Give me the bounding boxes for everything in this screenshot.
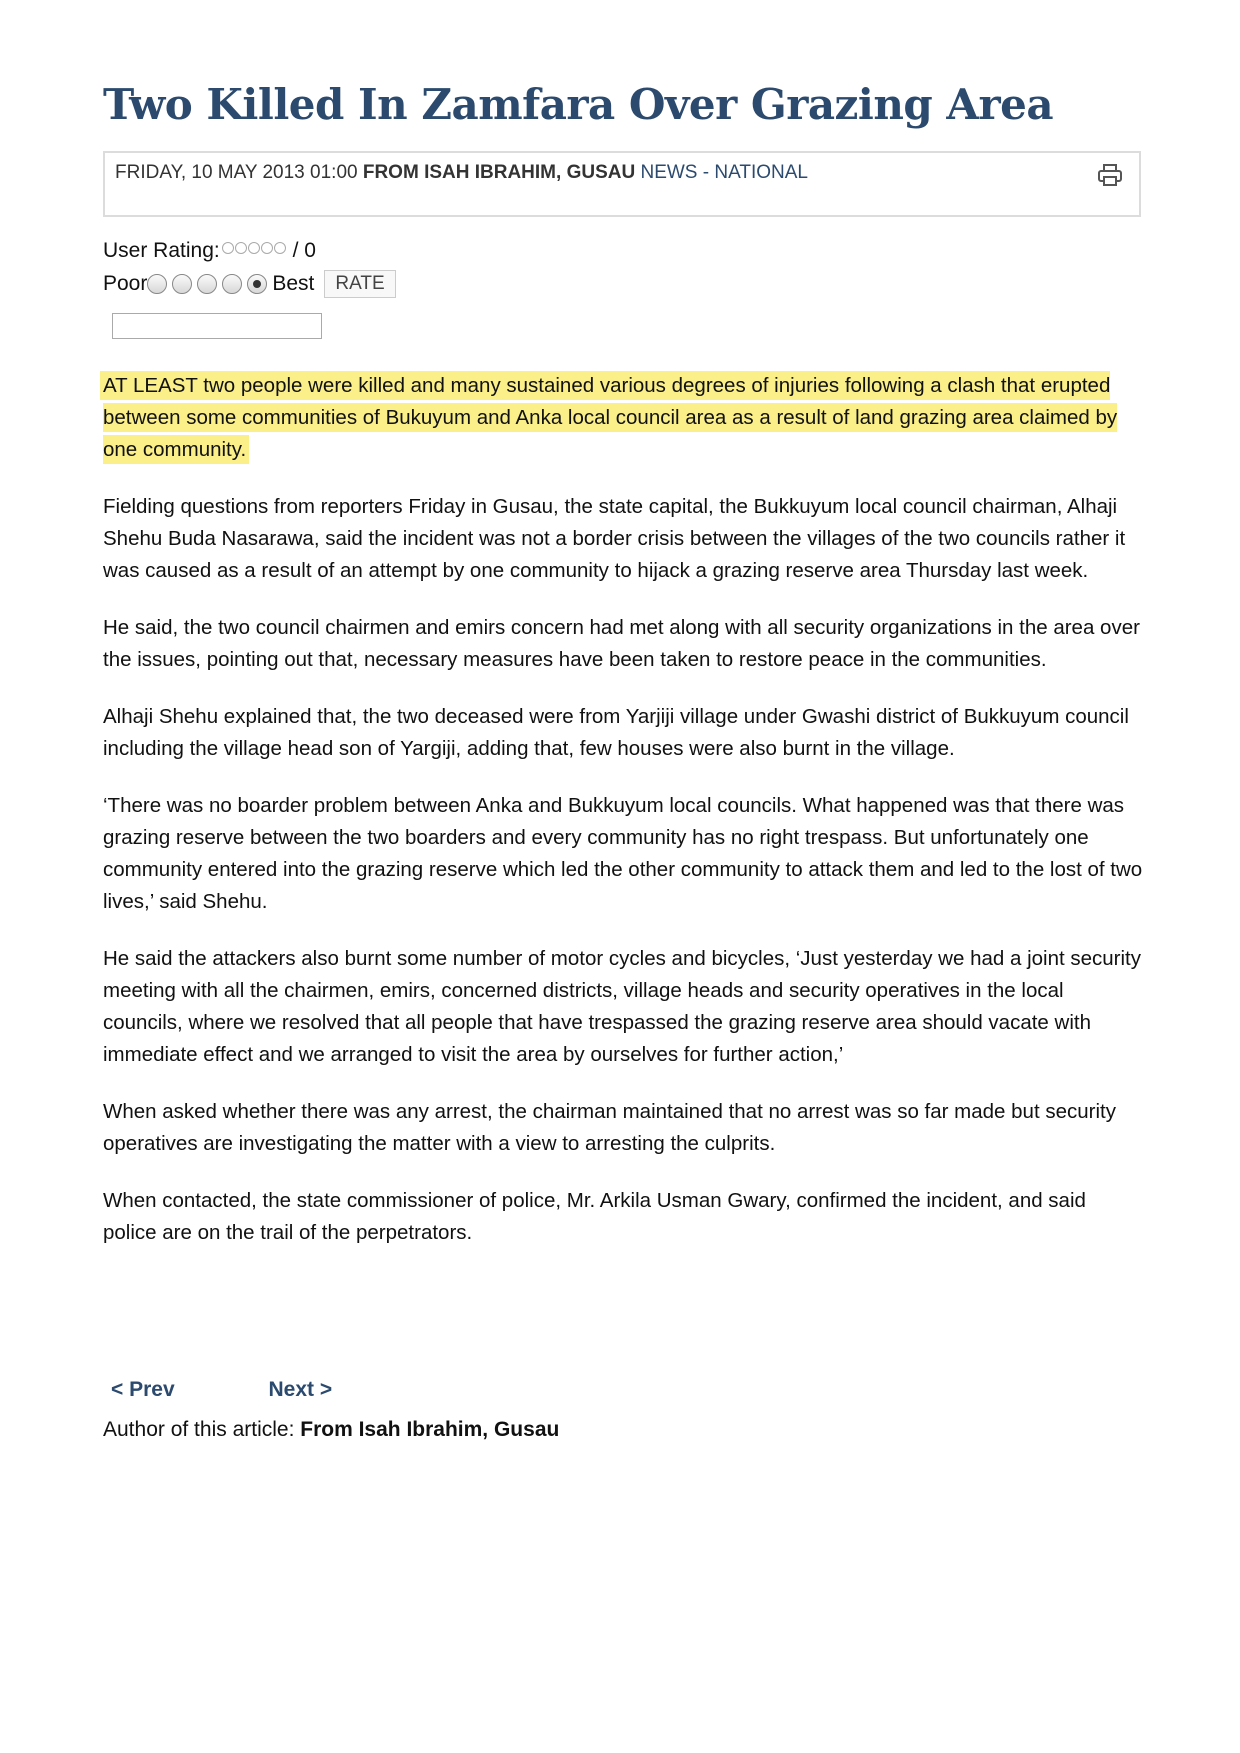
byline-label: Author of this article:: [103, 1418, 295, 1441]
best-label: Best: [272, 272, 315, 295]
article-paragraph: Alhaji Shehu explained that, the two deceased were from Yarjiji village under Gwashi district of Bukkuyum council including the village head son of Yargiji, adding that, few houses were also burnt in the village.: [103, 705, 1129, 760]
article-byline: [103, 1418, 559, 1442]
article-paragraph: ‘There was no boarder problem between Anka and Bukkuyum local councils. What happened was that there was grazing reserve between the two boarders and every community has no right trespass. But unfortunately one community entered into the grazing reserve which led the other community to attack them and led to the lost of two lives,’ said Shehu.: [103, 794, 1143, 913]
user-rating: [103, 236, 316, 263]
article-title: Two Killed In Zamfara Over Grazing Area: [103, 80, 1054, 129]
poor-label: Poor: [103, 272, 148, 295]
rating-radio-1[interactable]: [147, 274, 167, 294]
user-rating-value: / 0: [292, 239, 316, 262]
rate-button[interactable]: RATE: [324, 270, 395, 298]
next-link[interactable]: Next >: [268, 1378, 333, 1401]
highlighted-lead-text: AT LEAST two people were killed and many sustained various degrees of injuries following a clash that erupted between some communities of Bukuyum and Anka local council area as a result of land grazing area claimed by one community.: [103, 374, 1118, 461]
article-paragraph: He said the attackers also burnt some number of motor cycles and bicycles, ‘Just yesterday we had a joint security meeting with all the chairmen, emirs, concerned districts, village heads and security operatives in the local councils, where we resolved that all people that have trespassed the grazing reserve area should vacate with immediate effect and we arranged to visit the area by ourselves for further action,’: [103, 947, 1142, 1066]
empty-input-field[interactable]: [112, 313, 322, 339]
rating-vote-form: [103, 270, 396, 298]
article-paragraph-lead: [103, 370, 1143, 466]
rating-radio-5[interactable]: [247, 274, 267, 294]
article-author: FROM ISAH IBRAHIM, GUSAU: [362, 162, 636, 183]
printer-icon[interactable]: [1097, 163, 1123, 187]
article-meta-box: [103, 151, 1141, 217]
prev-link[interactable]: < Prev: [111, 1378, 175, 1401]
byline-author: From Isah Ibrahim, Gusau: [300, 1418, 560, 1441]
user-rating-label: User Rating:: [103, 239, 220, 262]
rating-radio-3[interactable]: [197, 274, 217, 294]
article-paragraph: He said, the two council chairmen and emirs concern had met along with all security organizations in the area over the issues, pointing out that, necessary measures have been taken to restore peace in the communities.: [103, 616, 1140, 671]
article-date: FRIDAY, 10 MAY 2013 01:00: [115, 162, 358, 183]
article-pagination: [111, 1378, 332, 1402]
rating-stars-icon: [222, 236, 287, 260]
article-paragraph: Fielding questions from reporters Friday in Gusau, the state capital, the Bukkuyum local council chairman, Alhaji Shehu Buda Nasarawa, said the incident was not a border crisis between the villages of the two councils rather it was caused as a result of an attempt by one community to hijack a grazing reserve area Thursday last week.: [103, 495, 1126, 582]
rating-radio-2[interactable]: [172, 274, 192, 294]
article-body: [103, 370, 1143, 1274]
article-category[interactable]: NEWS - NATIONAL: [640, 162, 808, 183]
article-paragraph: When asked whether there was any arrest, the chairman maintained that no arrest was so far made but security operatives are investigating the matter with a view to arresting the culprits.: [103, 1100, 1116, 1155]
rating-radio-4[interactable]: [222, 274, 242, 294]
article-paragraph: When contacted, the state commissioner of police, Mr. Arkila Usman Gwary, confirmed the incident, and said police are on the trail of the perpetrators.: [103, 1189, 1086, 1244]
